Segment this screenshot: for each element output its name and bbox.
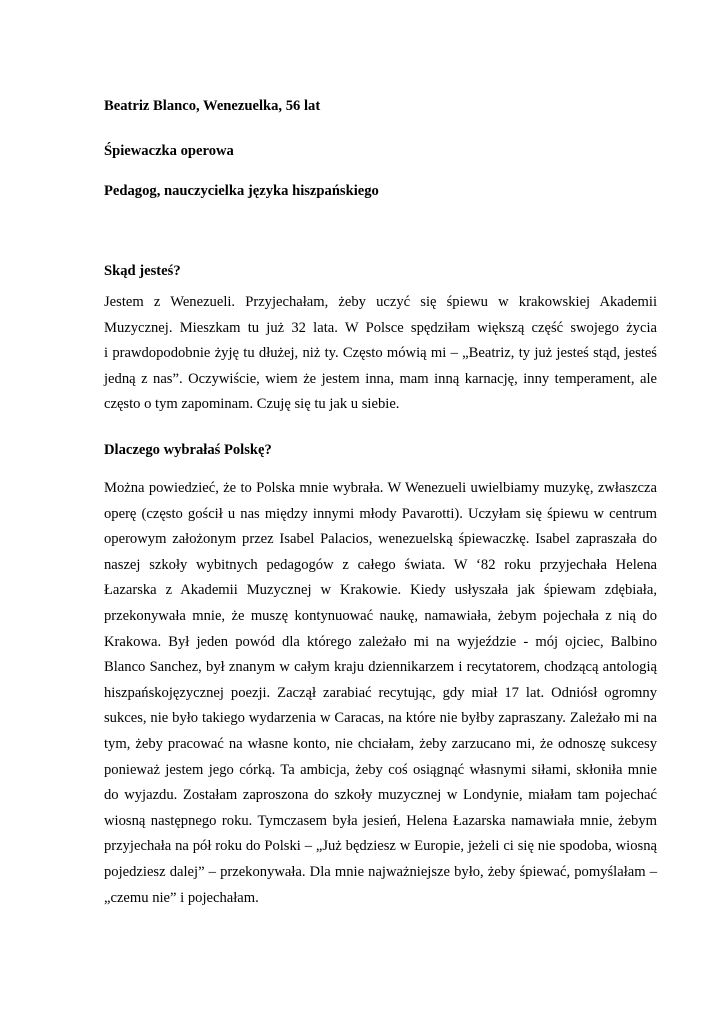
paragraph-line: operowym założonym przez Isabel Palacios, wenezuelską śpiewaczkę. Isabel zapraszała do bbox=[104, 531, 657, 548]
paragraph-line: Można powiedzieć, że to Polska mnie wybrała. W Wenezueli uwielbiamy muzykę, zwłaszcza bbox=[104, 480, 657, 496]
answer-paragraph-why-poland bbox=[104, 476, 657, 911]
paragraph-line: do wyjazdu. Zostałam zaproszona do szkoły muzycznej w Londynie, miałam tam pojechać bbox=[104, 787, 657, 804]
paragraph-line: często o tym zapominam. Czuję się tu jak u siebie. bbox=[104, 396, 400, 413]
paragraph-line: Łazarska z Akademii Muzycznej w Krakowie. Kiedy usłyszała jak śpiewam zdębiała, bbox=[104, 582, 657, 599]
paragraph-line: pojedziesz dalej” – przekonywała. Dla mnie najważniejsze było, żeby śpiewać, pomyślałam – bbox=[104, 863, 657, 880]
paragraph-line: przyjechała na pół roku do Polski – „Już będziesz w Europie, jeżeli ci się nie spodoba, wiosną bbox=[104, 838, 657, 855]
paragraph-line: przekonywała mnie, że muszę kontynuować naukę, namawiała, żebym pojechała z nią do bbox=[104, 607, 657, 624]
question-heading-origin: Skąd jesteś? bbox=[104, 263, 181, 279]
paragraph-line: operę (często gościł u nas między innymi młody Pavarotti). Uczyłam się śpiewu w centrum bbox=[104, 505, 657, 522]
paragraph-line: jedną z nas”. Oczywiście, wiem że jestem inna, mam inną karnację, inny temperament, ale bbox=[104, 370, 657, 387]
role-heading: Pedagog, nauczycielka języka hiszpańskiego bbox=[104, 183, 379, 199]
name-heading: Beatriz Blanco, Wenezuelka, 56 lat bbox=[104, 98, 321, 114]
paragraph-line: Muzycznej. Mieszkam tu już 32 lata. W Polsce spędziłam większą część swojego życia bbox=[104, 319, 657, 336]
paragraph-line: i prawdopodobnie żyję tu dłużej, niż ty. Często mówią mi – „Beatriz, ty już jesteś stąd, jesteś bbox=[104, 345, 657, 362]
paragraph-line: tym, żeby pracować na własne konto, nie chciałam, żeby zarzucano mi, że odnoszę sukcesy bbox=[104, 735, 657, 752]
question-heading-why-poland: Dlaczego wybrałaś Polskę? bbox=[104, 442, 272, 458]
paragraph-line: hiszpańskojęzycznej poezji. Zaczął zarabiać recytując, gdy miał 17 lat. Odniósł ogromny bbox=[104, 684, 657, 701]
paragraph-line: naszej szkoły wybitnych pedagogów z całego świata. W ‘82 roku przyjechała Helena bbox=[104, 556, 657, 573]
paragraph-line: ponieważ jestem jego córką. Ta ambicja, żeby coś osiągnąć własnymi siłami, skłoniła mnie bbox=[104, 761, 657, 778]
profession-heading: Śpiewaczka operowa bbox=[104, 143, 234, 159]
paragraph-line: wiosną następnego roku. Tymczasem była jesień, Helena Łazarska namawiała mnie, żebym bbox=[104, 812, 657, 829]
paragraph-line: Blanco Sanchez, był znanym w całym kraju dziennikarzem i recytatorem, chodzącą antologią bbox=[104, 659, 657, 676]
paragraph-line: „czemu nie” i pojechałam. bbox=[104, 889, 259, 906]
paragraph-line: Krakowa. Był jeden powód dla którego zależało mi na wyjeździe - mój ojciec, Balbino bbox=[104, 633, 657, 650]
answer-paragraph-origin bbox=[104, 290, 657, 418]
paragraph-line: Jestem z Wenezueli. Przyjechałam, żeby uczyć się śpiewu w krakowskiej Akademii bbox=[104, 294, 657, 310]
paragraph-line: sukces, nie było takiego wydarzenia w Caracas, na które nie byłby zapraszany. Zależało mi na bbox=[104, 710, 657, 727]
